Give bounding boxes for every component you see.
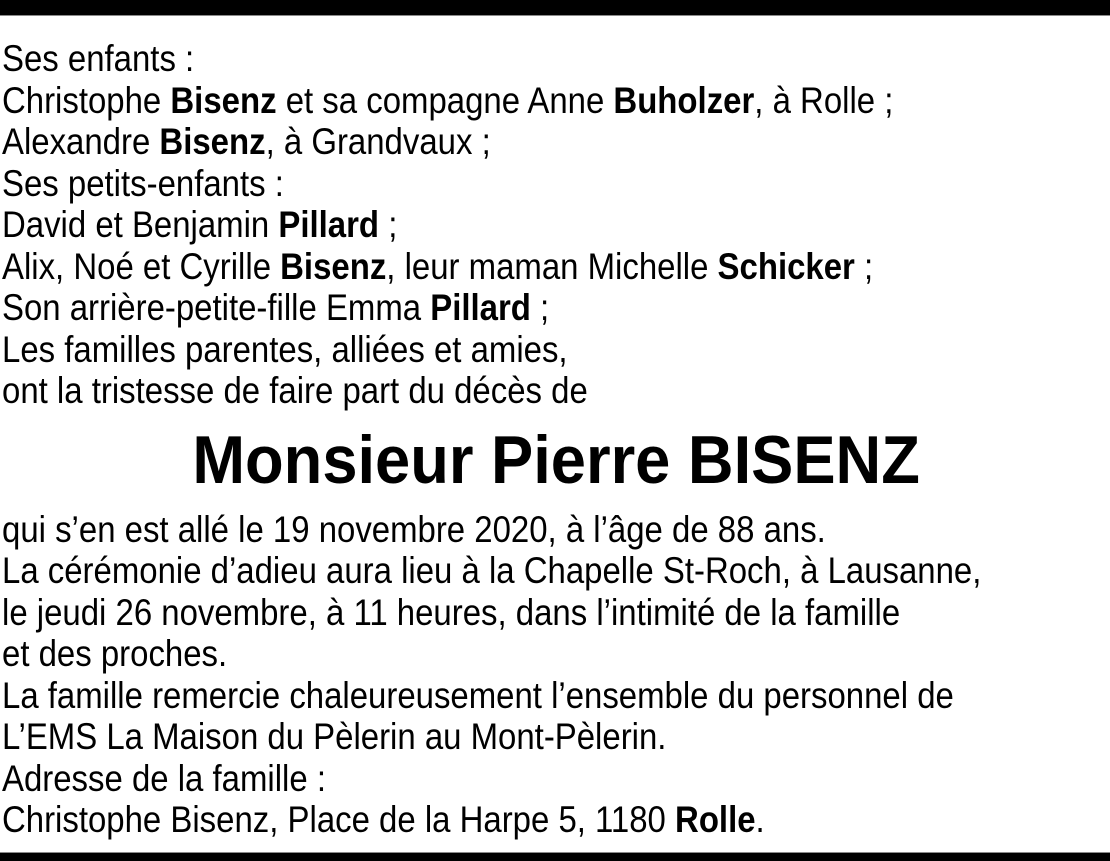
notice-line-text <box>2 633 227 675</box>
notice-line-text <box>2 758 326 800</box>
notice-line-text <box>2 121 491 163</box>
family-intro-lines <box>2 38 1110 412</box>
notice-text: et des proches. <box>2 633 228 674</box>
notice-line <box>2 80 1110 122</box>
notice-line <box>2 329 1110 371</box>
notice-text: Adresse de la famille : <box>2 757 326 799</box>
notice-line <box>2 633 1110 675</box>
notice-line <box>2 758 1110 800</box>
notice-text: Christophe Bisenz, Place de la Harpe 5, 1180 <box>2 799 676 840</box>
notice-line-text <box>2 592 900 634</box>
notice-line-text <box>2 550 981 592</box>
notice-text: . <box>755 799 765 840</box>
notice-line-text <box>2 329 568 371</box>
notice-line-text <box>2 287 549 329</box>
notice-text: Son arrière-petite-fille Emma <box>2 287 431 328</box>
notice-text: le jeudi 26 novembre, à 11 heures, dans l’intimité de la famille <box>2 591 901 633</box>
notice-line <box>2 716 1110 758</box>
surname-bold-text: Bisenz <box>170 79 277 121</box>
notice-text: Les familles parentes, alliées et amies, <box>2 328 568 370</box>
notice-line <box>2 287 1110 329</box>
notice-line <box>2 550 1110 592</box>
notice-line <box>2 246 1110 288</box>
notice-line-text <box>2 370 588 412</box>
notice-text: ; <box>379 204 398 245</box>
notice-line-text <box>2 716 666 758</box>
notice-line-text <box>2 246 873 288</box>
surname-bold-text: Rolle <box>675 799 756 840</box>
notice-line <box>2 163 1110 205</box>
surname-bold-text: Pillard <box>278 204 380 245</box>
notice-line-text <box>2 38 194 80</box>
notice-text: David et Benjamin <box>2 204 279 245</box>
notice-line-text <box>2 163 284 205</box>
notice-line <box>2 204 1110 246</box>
deceased-name-title <box>2 420 1110 500</box>
notice-text: , à Grandvaux ; <box>265 121 491 162</box>
notice-text: et sa compagne Anne <box>276 79 614 121</box>
notice-line-text <box>2 80 893 122</box>
notice-text: Alexandre <box>2 121 160 162</box>
notice-line <box>2 799 1110 841</box>
notice-text: L’EMS La Maison du Pèlerin au Mont-Pèlerin. <box>2 716 667 757</box>
ceremony-detail-lines <box>2 509 1110 841</box>
notice-line <box>2 675 1110 717</box>
notice-text: Ses enfants : <box>2 38 195 79</box>
notice-text: ; <box>530 287 550 328</box>
notice-line <box>2 592 1110 634</box>
surname-bold-text: Bisenz <box>159 121 266 162</box>
notice-text: ; <box>854 245 874 287</box>
notice-line <box>2 509 1110 551</box>
notice-text: La famille remercie chaleureusement l’ensemble du personnel de <box>2 674 954 716</box>
notice-text: La cérémonie d’adieu aura lieu à la Chapelle St-Roch, à Lausanne, <box>2 550 982 591</box>
bottom-border-bar <box>0 852 1110 861</box>
notice-line-text <box>2 204 397 246</box>
notice-text: Ses petits-enfants : <box>2 162 284 204</box>
notice-line-text <box>2 799 765 841</box>
deceased-name-text: Monsieur Pierre BISENZ <box>192 421 920 498</box>
notice-text: ont la tristesse de faire part du décès de <box>2 370 588 411</box>
surname-bold-text: Schicker <box>717 245 855 287</box>
notice-line <box>2 370 1110 412</box>
notice-text: , leur maman Michelle <box>386 245 718 287</box>
notice-text: Christophe <box>2 79 171 121</box>
notice-line <box>2 38 1110 80</box>
notice-line <box>2 121 1110 163</box>
notice-text: Alix, Noé et Cyrille <box>2 245 281 287</box>
surname-bold-text: Buholzer <box>613 79 755 121</box>
notice-text: qui s’en est allé le 19 novembre 2020, à l’âge de 88 ans. <box>2 508 826 550</box>
surname-bold-text: Bisenz <box>280 245 387 287</box>
notice-text: , à Rolle ; <box>754 79 894 121</box>
surname-bold-text: Pillard <box>430 287 531 328</box>
notice-line-text <box>2 675 954 717</box>
notice-line-text <box>2 509 826 551</box>
